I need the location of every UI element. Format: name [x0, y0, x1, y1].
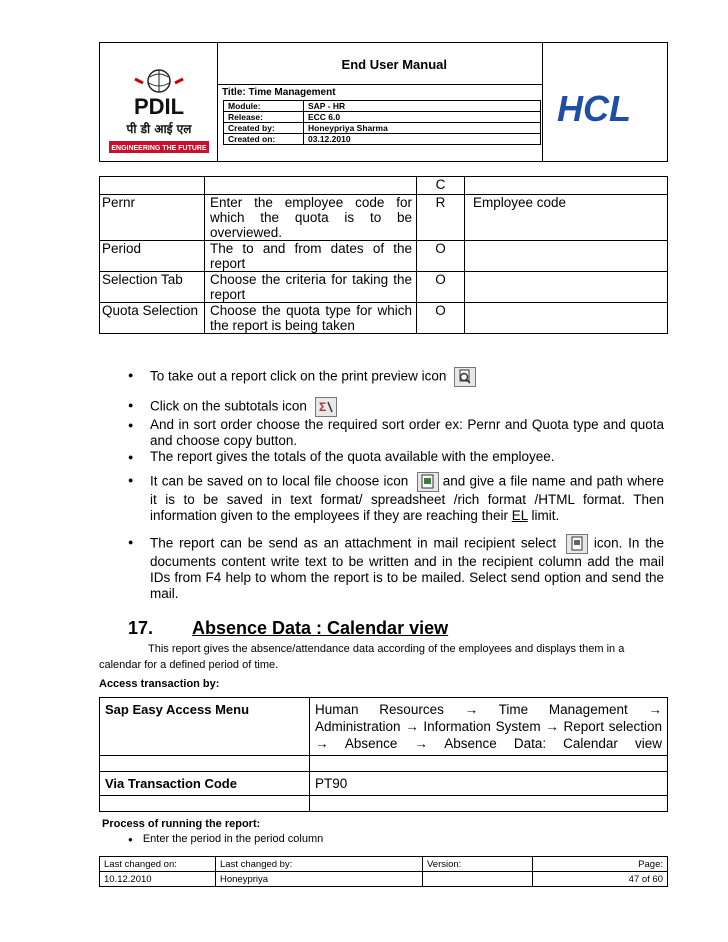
field-req: O [417, 241, 465, 272]
meta-label: Module: [224, 101, 304, 112]
document-footer [99, 856, 668, 887]
pdil-logo-cell [100, 43, 218, 161]
process-step: ● Enter the period in the period column [128, 833, 323, 845]
field-remark: Employee code [465, 195, 668, 241]
field-req: O [417, 272, 465, 303]
hcl-logo-cell [542, 43, 667, 161]
table-row [100, 241, 668, 272]
field-remark [465, 272, 668, 303]
subtotals-icon [315, 397, 337, 417]
meta-table [223, 100, 541, 145]
manual-title-cell [218, 43, 542, 85]
print-preview-icon [454, 367, 476, 387]
pdil-wordmark: PDIL [133, 94, 185, 119]
table-row [100, 698, 668, 756]
bullet-list-3 [128, 472, 664, 524]
footer-label: Last changed by: [216, 857, 423, 872]
footer-value [423, 872, 533, 887]
list-item: ● The report can be send as an attachment in mail recipient select icon. In the documents content write text to be written and in the recipient column add the mail IDs from F4 help to whom the report is to be mailed. Select send option and send the mail. [128, 534, 664, 602]
meta-value: Honeypriya Sharma [304, 123, 541, 134]
field-req: R [417, 195, 465, 241]
svg-text:Σ: Σ [318, 400, 326, 414]
hcl-logo [557, 91, 657, 125]
mail-recipient-icon [566, 534, 588, 554]
list-item: ● It can be saved on to local file choose icon and give a file name and path where it is to be saved in text format/ spreadsheet /rich format /HTML format. Then information given to the employees if they are reaching their EL limit. [128, 472, 664, 524]
bullet-list-4 [128, 534, 664, 602]
section-number: 17. [128, 618, 154, 638]
field-name: Selection Tab [100, 272, 205, 303]
pdil-hindi: पी डी आई एल [126, 122, 192, 136]
footer-value: Honeypriya [216, 872, 423, 887]
menu-label: Sap Easy Access Menu [100, 698, 310, 756]
page-number: 47 of 60 [533, 872, 668, 887]
list-item: ● The report gives the totals of the quota available with the employee. [128, 449, 664, 465]
field-desc: Choose the criteria for taking the report [205, 272, 417, 303]
field-remark [465, 241, 668, 272]
doc-title: Title: Time Management [222, 87, 336, 98]
menu-path: Human Resources → Time Management → Administration → Information System → Report selection → Absence → Absence Data: Calendar view [310, 698, 668, 756]
footer-value: 10.12.2010 [100, 872, 216, 887]
field-desc: The to and from dates of the report [205, 241, 417, 272]
field-remark [465, 303, 668, 334]
process-label: Process of running the report: [102, 818, 261, 830]
footer-label: Version: [423, 857, 533, 872]
field-name: Pernr [100, 195, 205, 241]
footer-label: Last changed on: [100, 857, 216, 872]
hcl-wordmark: HCL [557, 91, 631, 125]
document-header [99, 42, 668, 162]
meta-value: SAP - HR [304, 101, 541, 112]
head-c3: C [417, 177, 465, 195]
section-intro: This report gives the absence/attendance data according of the employees and displays them in a calendar for a defined period of time. [99, 643, 625, 671]
meta-label: Created by: [224, 123, 304, 134]
access-table [99, 697, 668, 812]
table-row [100, 272, 668, 303]
field-req: O [417, 303, 465, 334]
meta-label: Created on: [224, 134, 304, 145]
meta-value: 03.12.2010 [304, 134, 541, 145]
field-name: Period [100, 241, 205, 272]
local-file-icon [417, 472, 439, 492]
manual-title: End User Manual [341, 57, 447, 72]
meta-label: Release: [224, 112, 304, 123]
list-item: ● To take out a report click on the print preview icon [128, 367, 664, 387]
field-name: Quota Selection [100, 303, 205, 334]
table-row [100, 303, 668, 334]
access-label: Access transaction by: [99, 678, 220, 690]
list-item: ● And in sort order choose the required sort order ex: Pernr and Quota type and quota and choose copy button. [128, 417, 664, 449]
table-row [100, 772, 668, 796]
field-table [99, 176, 668, 334]
bullet-list-1 [128, 367, 664, 387]
el-text: EL [511, 508, 528, 523]
pdil-tagline: ENGINEERING THE FUTURE [111, 145, 207, 152]
meta-value: ECC 6.0 [304, 112, 541, 123]
tcode-label: Via Transaction Code [100, 772, 310, 796]
field-desc: Enter the employee code for which the quota is to be overviewed. [205, 195, 417, 241]
field-desc: Choose the quota type for which the report is being taken [205, 303, 417, 334]
table-row [100, 195, 668, 241]
bullet-list-2 [128, 397, 664, 465]
pdil-logo [105, 69, 213, 155]
section-title: Absence Data : Calendar view [192, 618, 449, 638]
tcode-value: PT90 [310, 772, 668, 796]
footer-label: Page: [533, 857, 668, 872]
list-item: ● Click on the subtotals icon Σ [128, 397, 664, 417]
